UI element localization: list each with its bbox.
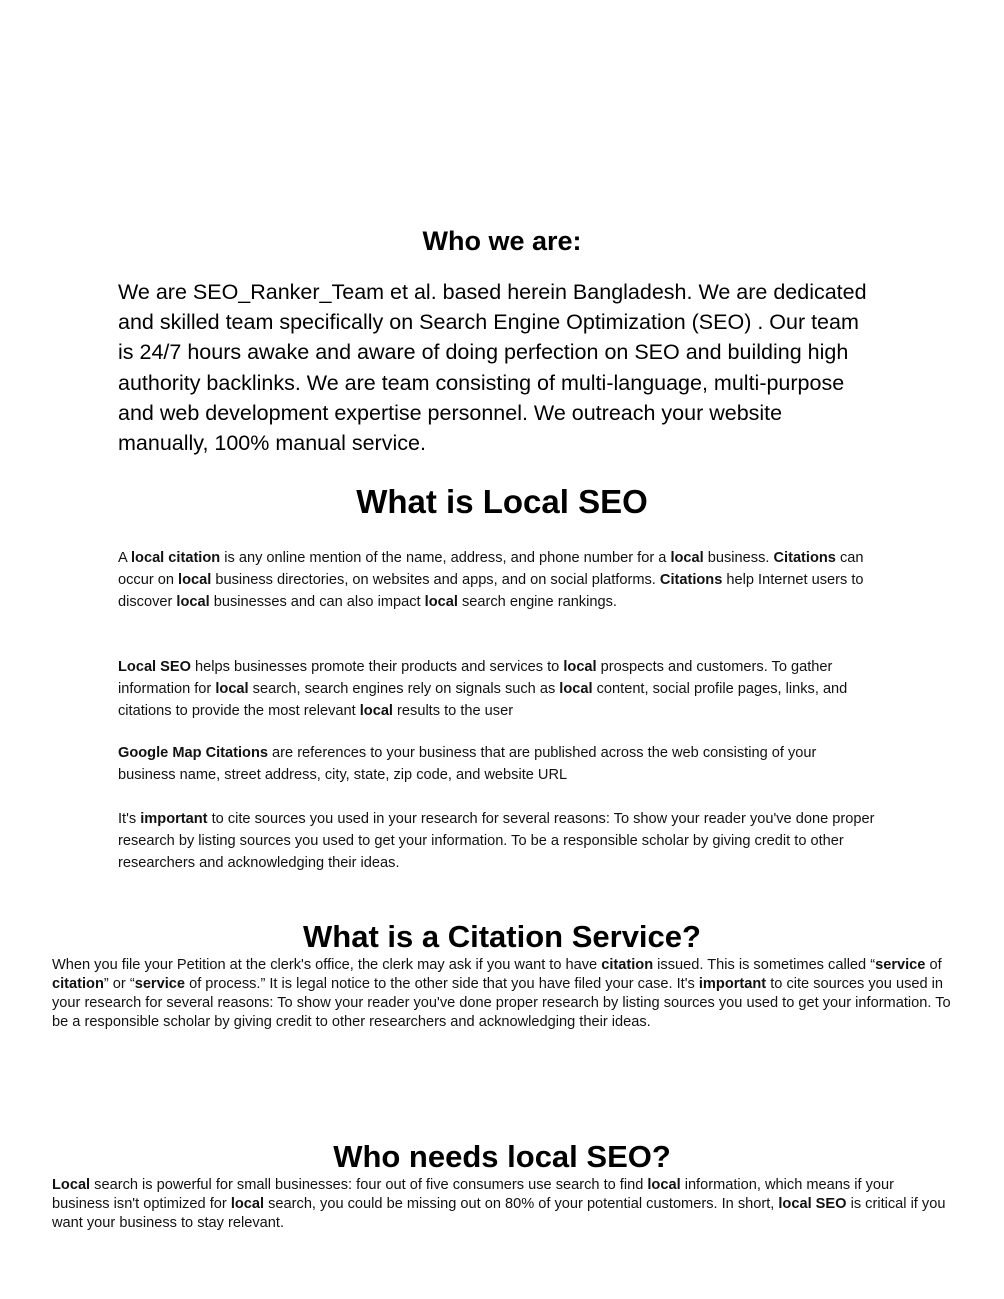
what-is-local-seo-heading: What is Local SEO xyxy=(356,483,648,520)
local-seo-paragraph: Local SEO helps businesses promote their products and services to local prospects and customers. To gather information for local search, search engines rely on signals such as local content, social profile pages, links, and citations to provide the most relevant local results to the user xyxy=(118,659,848,719)
citation-service-paragraph: When you file your Petition at the clerk's office, the clerk may ask if you want to have citation issued. This is sometimes called “service of citation” or “service of process.” It is legal notice to the other side that you have filed your case. It's important to cite sources you used in your research for several reasons: To show your reader you've done proper research by listing sources you used to get your information. To be a responsible scholar by giving credit to other researchers and acknowledging their ideas. xyxy=(52,957,951,1030)
who-we-are-heading: Who we are: xyxy=(422,226,582,256)
citation-service-heading: What is a Citation Service? xyxy=(303,919,701,954)
who-needs-local-seo-heading: Who needs local SEO? xyxy=(333,1139,671,1174)
important-to-cite-paragraph: It's important to cite sources you used in your research for several reasons: To show your reader you've done proper research by listing sources you used to get your information. To be a responsible scholar by giving credit to other researchers and acknowledging their ideas. xyxy=(118,811,875,871)
who-needs-local-seo-paragraph: Local search is powerful for small businesses: four out of five consumers use search to find local information, which means if your business isn't optimized for local search, you could be missing out on 80% of your potential customers. In short, local SEO is critical if you want your business to stay relevant. xyxy=(52,1177,946,1231)
local-citation-paragraph: A local citation is any online mention of the name, address, and phone number for a local business. Citations can occur on local business directories, on websites and apps, and on social platforms. Citations help Internet users to discover local businesses and can also impact local search engine rankings. xyxy=(118,550,864,610)
google-map-citations-paragraph: Google Map Citations are references to your business that are published across the web consisting of your business name, street address, city, state, zip code, and website URL xyxy=(118,745,817,783)
who-we-are-paragraph: We are SEO_Ranker_Team et al. based herein Bangladesh. We are dedicated and skilled team specifically on Search Engine Optimization (SEO) . Our team is 24/7 hours awake and aware of doing perfection on SEO and building high authority backlinks. We are team consisting of multi-language, multi-purpose and web development expertise personnel. We outreach your website manually, 100% manual service. xyxy=(118,280,867,456)
